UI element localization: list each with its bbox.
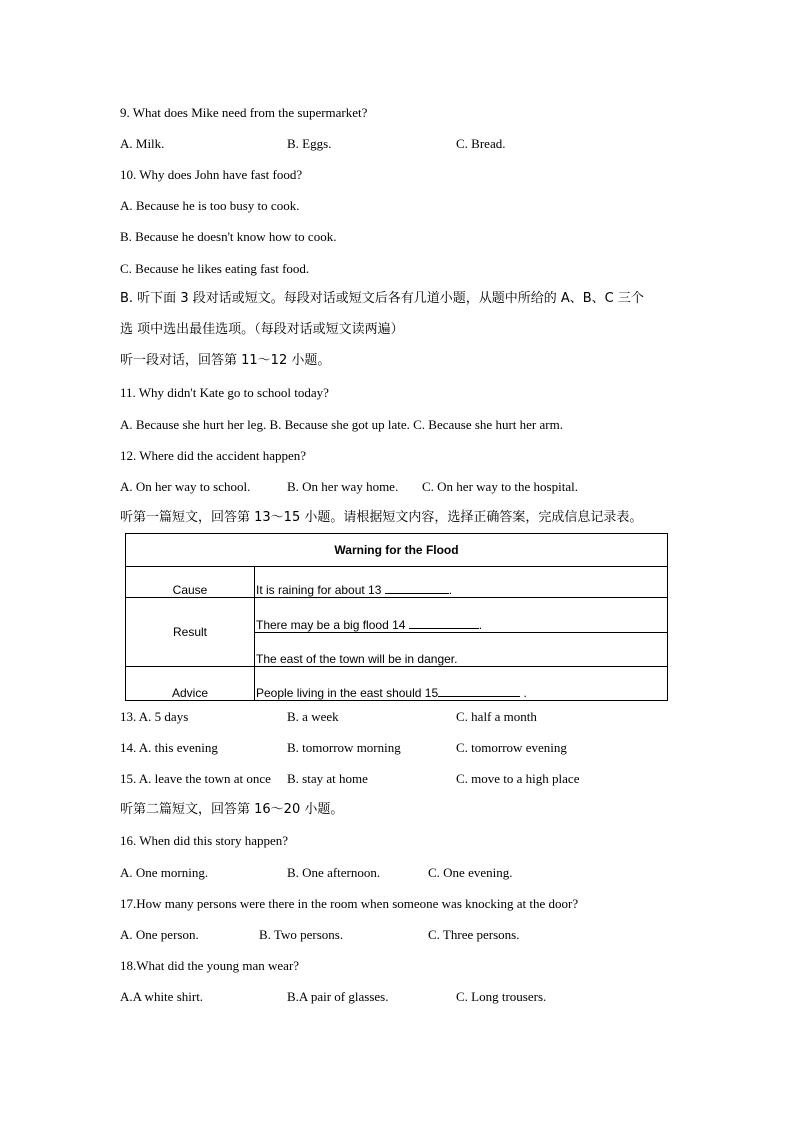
- result-end-1: .: [478, 618, 483, 632]
- q15-option-a: 15. A. leave the town at once: [120, 771, 271, 786]
- q9-option-c: C. Bread.: [456, 136, 506, 151]
- advice-text: People living in the east should 15: [256, 686, 439, 700]
- blank-14[interactable]: [409, 616, 479, 629]
- result-cell-2: The east of the town will be in danger.: [255, 633, 668, 667]
- q11-options: A. Because she hurt her leg. B. Because she got up late. C. Because she hurt her arm.: [120, 417, 563, 432]
- passage-1-intro: 听第一篇短文，回答第 13～15 小题。请根据短文内容，选择正确答案，完成信息记录表。: [120, 510, 643, 525]
- q15-option-b: B. stay at home: [287, 771, 368, 786]
- q16-option-c: C. One evening.: [428, 865, 513, 880]
- q12-question: 12. Where did the accident happen?: [120, 448, 307, 463]
- passage-2-intro: 听第二篇短文，回答第 16～20 小题。: [120, 802, 344, 817]
- q14-option-a: 14. A. this evening: [120, 740, 218, 755]
- q16-option-a: A. One morning.: [120, 865, 209, 880]
- advice-label: Advice: [126, 667, 255, 701]
- cause-label: Cause: [126, 567, 255, 598]
- section-b-instruction-1: B. 听下面 3 段对话或短文。每段对话或短文后各有几道小题，从题中所给的 A、B、C 三个: [120, 291, 644, 306]
- advice-cell: [255, 667, 668, 701]
- q17-option-b: B. Two persons.: [259, 927, 344, 942]
- q12-option-c: C. On her way to the hospital.: [422, 479, 578, 494]
- q12-option-b: B. On her way home.: [287, 479, 399, 494]
- q15-option-c: C. move to a high place: [456, 771, 580, 786]
- q14-option-b: B. tomorrow morning: [287, 740, 401, 755]
- q13-option-b: B. a week: [287, 709, 339, 724]
- q17-option-c: C. Three persons.: [428, 927, 520, 942]
- table-title: Warning for the Flood: [126, 534, 668, 567]
- cause-text: It is raining for about 13: [256, 583, 385, 597]
- q14-option-c: C. tomorrow evening: [456, 740, 567, 755]
- q11-question: 11. Why didn't Kate go to school today?: [120, 385, 329, 400]
- q18-option-c: C. Long trousers.: [456, 989, 547, 1004]
- q16-question: 16. When did this story happen?: [120, 833, 289, 848]
- q18-option-b: B.A pair of glasses.: [287, 989, 389, 1004]
- flood-warning-table: [125, 533, 668, 701]
- q9-option-b: B. Eggs.: [287, 136, 332, 151]
- q16-option-b: B. One afternoon.: [287, 865, 381, 880]
- result-cell-1: [255, 598, 668, 633]
- result-label: Result: [126, 598, 255, 667]
- cause-end: .: [448, 583, 453, 597]
- blank-13[interactable]: [385, 581, 449, 594]
- section-b-instruction-2: 选 项中选出最佳选项。（每段对话或短文读两遍）: [120, 322, 404, 337]
- q18-option-a: A.A white shirt.: [120, 989, 204, 1004]
- cause-cell: [255, 567, 668, 598]
- q9-question: 9. What does Mike need from the supermarket?: [120, 105, 368, 120]
- blank-15[interactable]: [438, 684, 520, 697]
- q10-option-c: C. Because he likes eating fast food.: [120, 261, 310, 276]
- q13-option-c: C. half a month: [456, 709, 537, 724]
- q10-option-a: A. Because he is too busy to cook.: [120, 198, 300, 213]
- q10-question: 10. Why does John have fast food?: [120, 167, 303, 182]
- q13-option-a: 13. A. 5 days: [120, 709, 189, 724]
- dialogue-intro: 听一段对话，回答第 11～12 小题。: [120, 353, 331, 368]
- result-text-1: There may be a big flood 14: [256, 618, 409, 632]
- q17-option-a: A. One person.: [120, 927, 199, 942]
- q9-option-a: A. Milk.: [120, 136, 165, 151]
- q10-option-b: B. Because he doesn't know how to cook.: [120, 229, 337, 244]
- q17-question: 17.How many persons were there in the room when someone was knocking at the door?: [120, 896, 579, 911]
- q18-question: 18.What did the young man wear?: [120, 958, 300, 973]
- advice-end: .: [520, 686, 527, 700]
- q12-option-a: A. On her way to school.: [120, 479, 251, 494]
